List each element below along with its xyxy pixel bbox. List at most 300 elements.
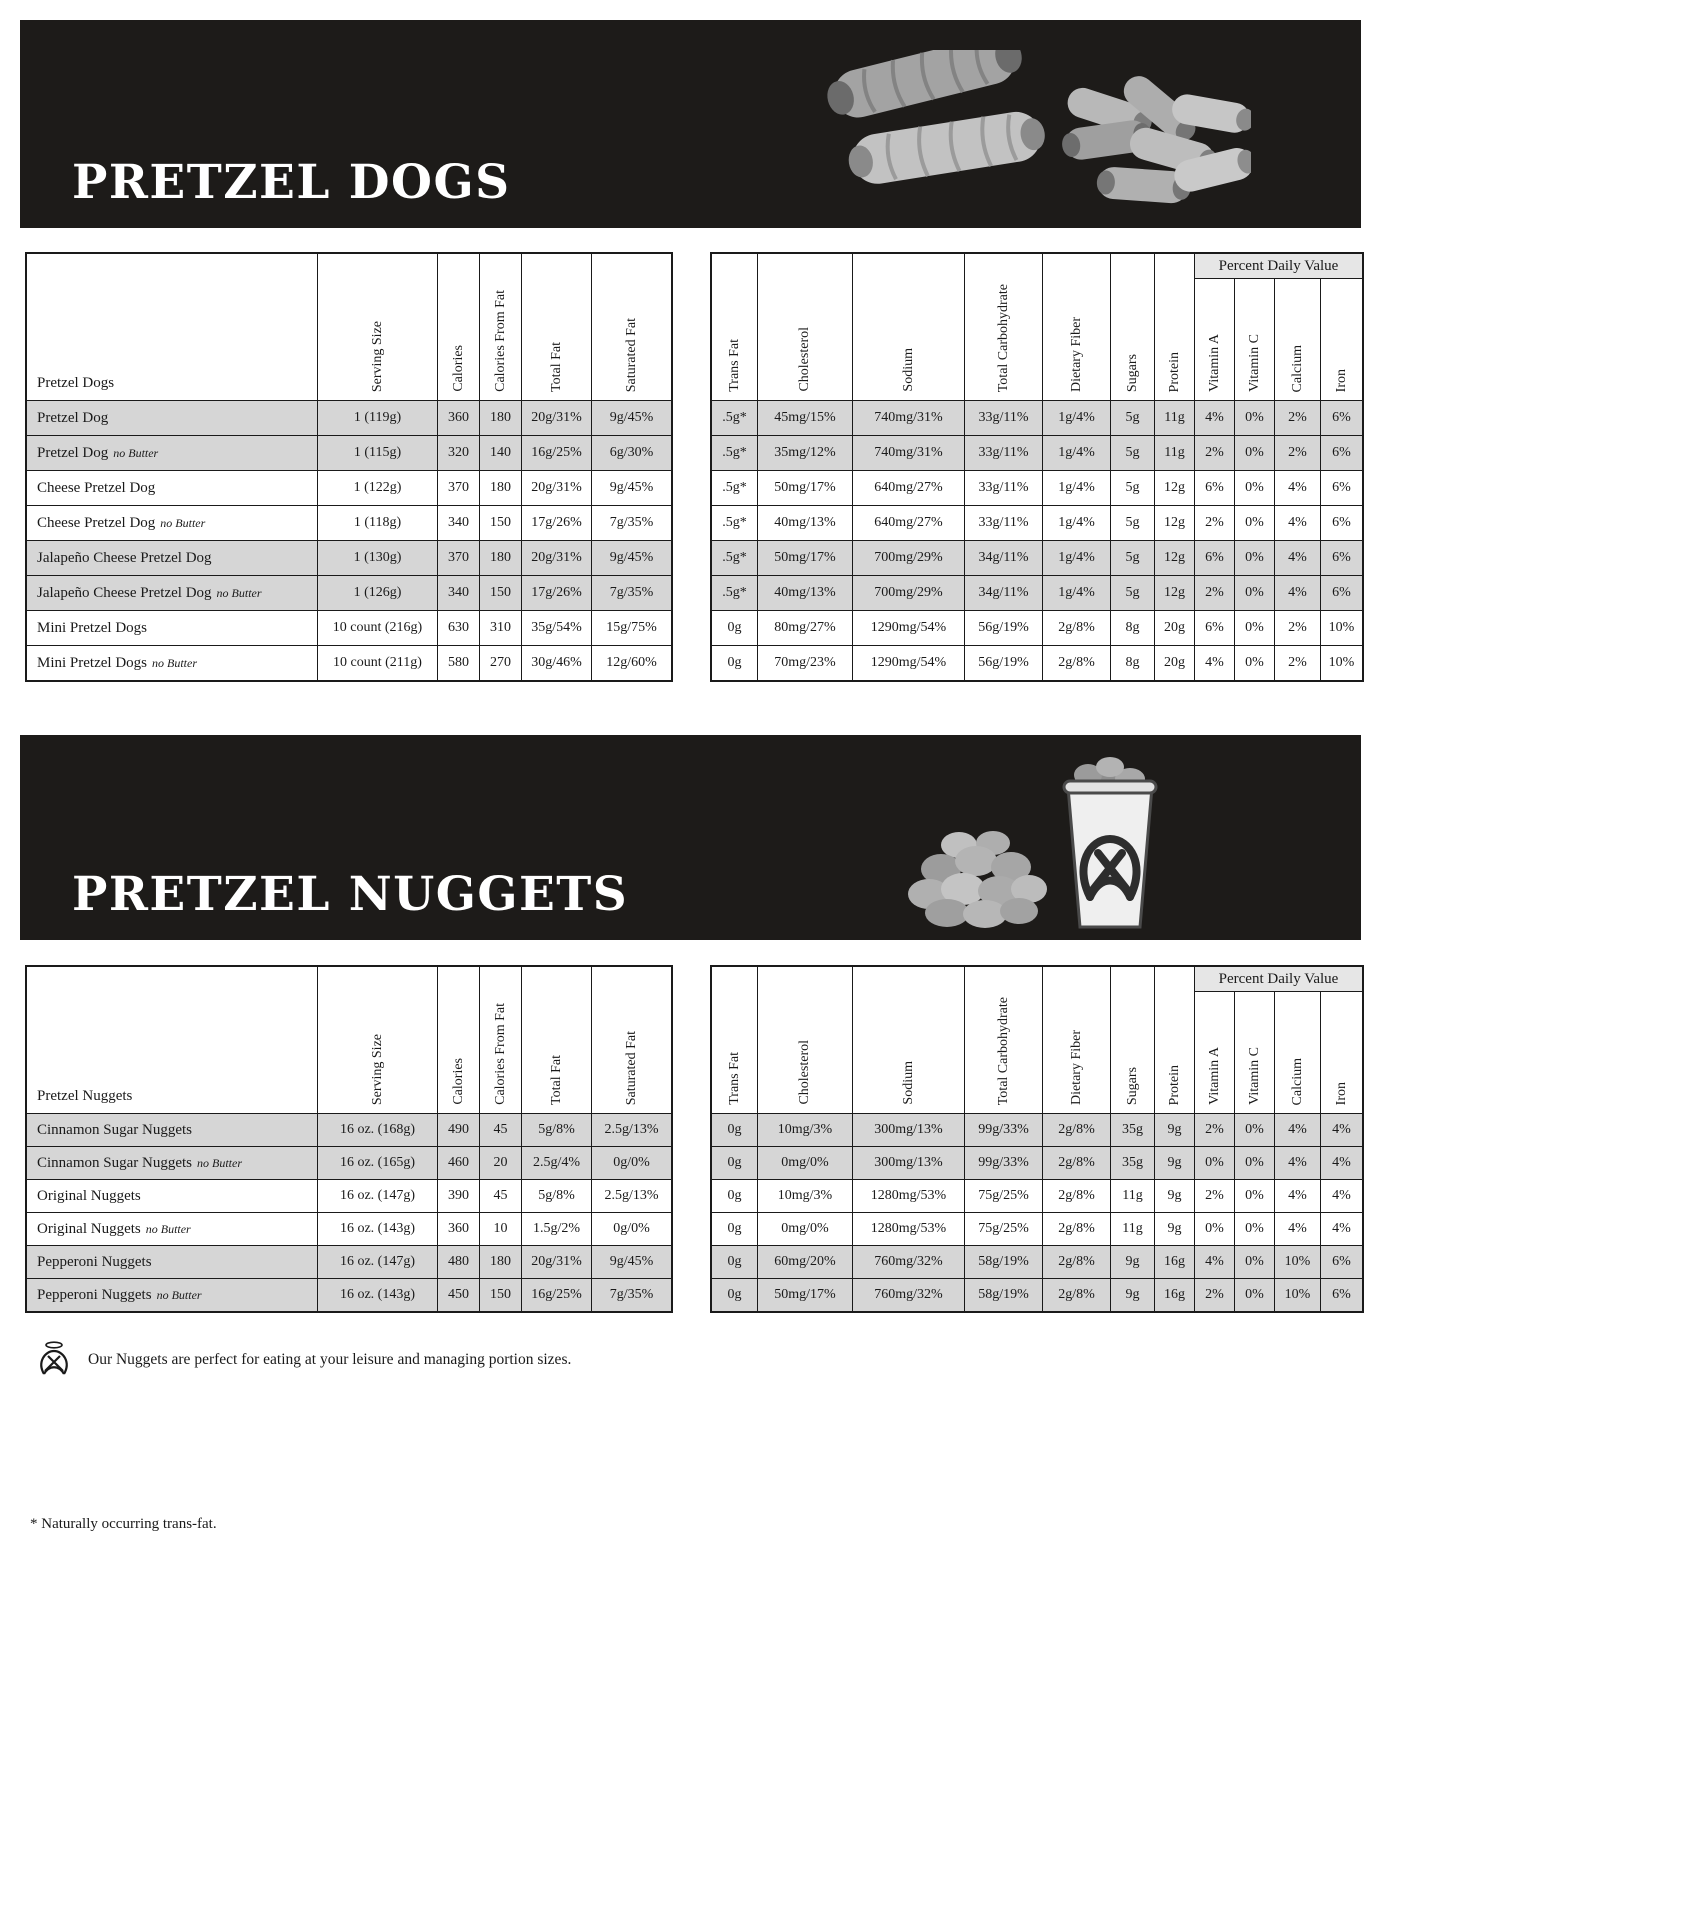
table-header <box>712 967 1362 1113</box>
column-header-calories-from-fat: Calories From Fat <box>479 967 521 1113</box>
table-cell: 0g/0% <box>591 1147 671 1179</box>
percent-daily-value-header: Percent Daily Value <box>1194 967 1362 992</box>
table-cell: 56g/19% <box>964 646 1042 680</box>
table-cell: 0% <box>1194 1213 1234 1245</box>
table-cell: 8g <box>1110 646 1154 680</box>
table-cell: 0% <box>1234 436 1274 470</box>
table-cell: 50mg/17% <box>757 541 852 575</box>
table-header <box>27 967 671 1113</box>
column-header-dietary-fiber: Dietary Fiber <box>1042 967 1110 1113</box>
column-header-protein: Protein <box>1154 254 1194 400</box>
table-cell: 2g/8% <box>1042 1114 1110 1146</box>
table-title-pretzel-nuggets: Pretzel Nuggets <box>37 1088 133 1104</box>
table-cell: 760mg/32% <box>852 1279 964 1311</box>
table-cell: 20g/31% <box>521 1246 591 1278</box>
table-cell: 2% <box>1274 646 1320 680</box>
table-cell: 340 <box>437 576 479 610</box>
table-cell: 16g/25% <box>521 1279 591 1311</box>
table-cell: .5g* <box>722 585 747 600</box>
table-row <box>27 470 671 505</box>
item-name-cell: Pretzel Dog <box>37 409 109 426</box>
table-cell: 33g/11% <box>964 506 1042 540</box>
table-cell: 35g <box>1110 1114 1154 1146</box>
percent-daily-value-group <box>1194 254 1362 400</box>
table-cell: 1g/4% <box>1042 576 1110 610</box>
column-header-saturated-fat: Saturated Fat <box>591 254 671 400</box>
table-cell: 10% <box>1274 1279 1320 1311</box>
note-text: Our Nuggets are perfect for eating at your leisure and managing portion sizes. <box>88 1351 572 1368</box>
table-cell: .5g* <box>722 445 747 460</box>
table-cell: 9g/45% <box>591 471 671 505</box>
table-cell: 0% <box>1234 1114 1274 1146</box>
section-title-pretzel-nuggets: PRETZEL NUGGETS <box>72 867 629 922</box>
table-cell: 10% <box>1274 1246 1320 1278</box>
table-cell: 1290mg/54% <box>852 646 964 680</box>
percent-daily-value-group <box>1194 967 1362 1113</box>
table-cell: 4% <box>1194 646 1234 680</box>
table-cell: 30g/46% <box>521 646 591 680</box>
table-cell: 9g/45% <box>591 1246 671 1278</box>
table-cell: 12g <box>1154 506 1194 540</box>
table-cell: 1g/4% <box>1042 541 1110 575</box>
table-cell: 700mg/29% <box>852 541 964 575</box>
table-cell: 2% <box>1194 506 1234 540</box>
table-row <box>712 400 1362 435</box>
table-cell: 11g <box>1110 1213 1154 1245</box>
column-header-calories-from-fat: Calories From Fat <box>479 254 521 400</box>
table-cell: 6% <box>1320 471 1362 505</box>
table-cell: 12g <box>1154 471 1194 505</box>
table-row <box>27 505 671 540</box>
table-cell: 0g <box>727 620 742 635</box>
table-cell: 60mg/20% <box>757 1246 852 1278</box>
table-cell: 11g <box>1110 1180 1154 1212</box>
table-cell: 75g/25% <box>964 1180 1042 1212</box>
table-cell: 9g <box>1154 1180 1194 1212</box>
table-cell: 10% <box>1320 646 1362 680</box>
table-cell: 6% <box>1194 611 1234 645</box>
table-cell: 9g <box>1154 1114 1194 1146</box>
table-cell: 70mg/23% <box>757 646 852 680</box>
table-cell: 0% <box>1194 1147 1234 1179</box>
column-header-serving-size: Serving Size <box>317 254 437 400</box>
nuggets-tables <box>25 965 1364 1313</box>
table-cell: 370 <box>437 471 479 505</box>
table-cell: 460 <box>437 1147 479 1179</box>
table-cell: 1g/4% <box>1042 436 1110 470</box>
table-cell: 0% <box>1234 401 1274 435</box>
table-row <box>712 610 1362 645</box>
table-row <box>712 1179 1362 1212</box>
dogs-nutrition-table-left <box>25 252 673 682</box>
table-cell: 0% <box>1234 506 1274 540</box>
table-cell: 20 <box>479 1147 521 1179</box>
table-cell: 2g/8% <box>1042 611 1110 645</box>
table-cell: 16 oz. (143g) <box>317 1279 437 1311</box>
table-cell: 2% <box>1194 1180 1234 1212</box>
table-cell: 150 <box>479 506 521 540</box>
table-cell: 2% <box>1194 1279 1234 1311</box>
table-cell: 480 <box>437 1246 479 1278</box>
table-cell: 34g/11% <box>964 541 1042 575</box>
table-cell: 16 oz. (147g) <box>317 1180 437 1212</box>
item-name-cell: Jalapeño Cheese Pretzel Dog no Butter <box>37 584 262 601</box>
table-cell: 58g/19% <box>964 1279 1042 1311</box>
table-cell: 360 <box>437 401 479 435</box>
table-cell: 0% <box>1234 1279 1274 1311</box>
table-cell: 2g/8% <box>1042 1246 1110 1278</box>
table-cell: 0% <box>1234 1213 1274 1245</box>
table-cell: 0g <box>727 1221 742 1236</box>
table-row <box>27 610 671 645</box>
table-cell: 35g/54% <box>521 611 591 645</box>
table-cell: 2% <box>1194 576 1234 610</box>
table-row <box>27 645 671 680</box>
table-cell: 2.5g/13% <box>591 1180 671 1212</box>
dogs-tables <box>25 252 1364 682</box>
table-cell: 2g/8% <box>1042 646 1110 680</box>
table-cell: 6% <box>1194 471 1234 505</box>
table-cell: 150 <box>479 1279 521 1311</box>
table-row <box>27 1245 671 1278</box>
table-cell: 2% <box>1274 436 1320 470</box>
table-cell: 0g <box>727 1155 742 1170</box>
table-row <box>712 1245 1362 1278</box>
column-header-trans-fat: Trans Fat <box>726 1052 742 1105</box>
table-cell: 640mg/27% <box>852 471 964 505</box>
column-header-iron: Iron <box>1320 992 1362 1113</box>
table-row <box>27 435 671 470</box>
table-row <box>712 1146 1362 1179</box>
table-cell: 0mg/0% <box>757 1147 852 1179</box>
table-cell: 180 <box>479 471 521 505</box>
column-header-serving-size: Serving Size <box>317 967 437 1113</box>
table-cell: 5g <box>1110 401 1154 435</box>
table-row <box>712 470 1362 505</box>
table-cell: 630 <box>437 611 479 645</box>
table-cell: 58g/19% <box>964 1246 1042 1278</box>
table-cell: 1 (122g) <box>317 471 437 505</box>
table-cell: 2g/8% <box>1042 1213 1110 1245</box>
table-row <box>712 1278 1362 1311</box>
column-header-cholesterol: Cholesterol <box>757 967 852 1113</box>
table-row <box>712 1212 1362 1245</box>
table-cell: .5g* <box>722 515 747 530</box>
table-cell: 1280mg/53% <box>852 1180 964 1212</box>
table-cell: 0% <box>1234 611 1274 645</box>
table-cell: 6% <box>1320 1279 1362 1311</box>
column-header-vitamin-a: Vitamin A <box>1194 992 1234 1113</box>
table-cell: 50mg/17% <box>757 471 852 505</box>
column-header-saturated-fat: Saturated Fat <box>591 967 671 1113</box>
column-header-total-fat: Total Fat <box>521 254 591 400</box>
column-header-dietary-fiber: Dietary Fiber <box>1042 254 1110 400</box>
table-cell: 10mg/3% <box>757 1180 852 1212</box>
table-row <box>712 505 1362 540</box>
table-cell: 490 <box>437 1114 479 1146</box>
table-cell: 50mg/17% <box>757 1279 852 1311</box>
table-cell: 2.5g/13% <box>591 1114 671 1146</box>
table-cell: 1290mg/54% <box>852 611 964 645</box>
table-cell: 16 oz. (165g) <box>317 1147 437 1179</box>
table-cell: 75g/25% <box>964 1213 1042 1245</box>
table-cell: 4% <box>1274 1180 1320 1212</box>
item-name-cell: Cinnamon Sugar Nuggets no Butter <box>37 1154 242 1171</box>
table-cell: 7g/35% <box>591 576 671 610</box>
table-cell: 5g <box>1110 471 1154 505</box>
item-name-cell: Original Nuggets no Butter <box>37 1220 191 1237</box>
table-cell: 2g/8% <box>1042 1147 1110 1179</box>
table-cell: 700mg/29% <box>852 576 964 610</box>
table-cell: 16 oz. (147g) <box>317 1246 437 1278</box>
column-header-total-carbohydrate: Total Carbohydrate <box>964 967 1042 1113</box>
table-cell: 0% <box>1234 1246 1274 1278</box>
table-cell: 4% <box>1320 1114 1362 1146</box>
table-row <box>27 575 671 610</box>
column-header-total-fat: Total Fat <box>521 967 591 1113</box>
item-name-cell: Pepperoni Nuggets no Butter <box>37 1286 202 1303</box>
column-header-vitamin-a: Vitamin A <box>1194 279 1234 400</box>
table-cell: 11g <box>1154 401 1194 435</box>
table-cell: 4% <box>1194 1246 1234 1278</box>
table-cell: 5g <box>1110 436 1154 470</box>
table-row <box>712 540 1362 575</box>
column-header-total-carbohydrate: Total Carbohydrate <box>964 254 1042 400</box>
item-name-cell: Cheese Pretzel Dog <box>37 479 156 496</box>
table-cell: 34g/11% <box>964 576 1042 610</box>
table-cell: 10mg/3% <box>757 1114 852 1146</box>
column-header-calories: Calories <box>437 254 479 400</box>
table-cell: 45mg/15% <box>757 401 852 435</box>
table-cell: 10 <box>479 1213 521 1245</box>
table-cell: 0mg/0% <box>757 1213 852 1245</box>
table-cell: 40mg/13% <box>757 576 852 610</box>
table-cell: 10 count (211g) <box>317 646 437 680</box>
section-title-pretzel-dogs: PRETZEL DOGS <box>72 155 511 210</box>
item-name-cell: Jalapeño Cheese Pretzel Dog <box>37 549 212 566</box>
table-cell: 0% <box>1234 646 1274 680</box>
table-row <box>27 1146 671 1179</box>
table-cell: 20g/31% <box>521 541 591 575</box>
table-cell: 1 (119g) <box>317 401 437 435</box>
table-cell: 0% <box>1234 576 1274 610</box>
item-name-cell: Pepperoni Nuggets <box>37 1253 152 1270</box>
table-cell: 16 oz. (168g) <box>317 1114 437 1146</box>
table-cell: 6% <box>1320 401 1362 435</box>
table-header <box>712 254 1362 400</box>
table-cell: 0% <box>1234 541 1274 575</box>
table-cell: 760mg/32% <box>852 1246 964 1278</box>
table-cell: 20g <box>1154 646 1194 680</box>
table-cell: 4% <box>1194 401 1234 435</box>
table-cell: 33g/11% <box>964 436 1042 470</box>
table-cell: 4% <box>1320 1180 1362 1212</box>
table-cell: 80mg/27% <box>757 611 852 645</box>
table-cell: 6% <box>1320 541 1362 575</box>
table-cell: 300mg/13% <box>852 1114 964 1146</box>
table-cell: 340 <box>437 506 479 540</box>
table-cell: 270 <box>479 646 521 680</box>
item-name-cell: Mini Pretzel Dogs no Butter <box>37 654 197 671</box>
table-cell: 9g <box>1110 1246 1154 1278</box>
table-cell: 320 <box>437 436 479 470</box>
column-header-iron: Iron <box>1320 279 1362 400</box>
table-cell: 0% <box>1234 471 1274 505</box>
table-cell: 12g <box>1154 541 1194 575</box>
pretzel-logo-icon <box>36 1340 72 1380</box>
table-cell: 7g/35% <box>591 1279 671 1311</box>
table-cell: 16g <box>1154 1279 1194 1311</box>
table-cell: 4% <box>1274 471 1320 505</box>
table-title-pretzel-dogs: Pretzel Dogs <box>37 375 115 391</box>
table-cell: 140 <box>479 436 521 470</box>
table-cell: 2% <box>1274 611 1320 645</box>
table-cell: 5g <box>1110 541 1154 575</box>
table-cell: 17g/26% <box>521 506 591 540</box>
table-cell: 17g/26% <box>521 576 591 610</box>
table-cell: 4% <box>1320 1213 1362 1245</box>
column-header-calcium: Calcium <box>1274 992 1320 1113</box>
table-cell: 45 <box>479 1114 521 1146</box>
table-row <box>712 1113 1362 1146</box>
table-cell: 0g <box>727 1254 742 1269</box>
table-cell: 740mg/31% <box>852 401 964 435</box>
table-cell: 33g/11% <box>964 471 1042 505</box>
nuggets-note <box>36 1340 571 1380</box>
table-cell: 16g <box>1154 1246 1194 1278</box>
table-cell: 11g <box>1154 436 1194 470</box>
table-row <box>27 1179 671 1212</box>
table-cell: 4% <box>1274 1114 1320 1146</box>
table-cell: 10 count (216g) <box>317 611 437 645</box>
table-row <box>27 400 671 435</box>
table-cell: .5g* <box>722 550 747 565</box>
table-cell: 640mg/27% <box>852 506 964 540</box>
table-cell: 5g/8% <box>521 1180 591 1212</box>
item-name-cell: Cinnamon Sugar Nuggets <box>37 1121 192 1138</box>
table-cell: 20g <box>1154 611 1194 645</box>
table-cell: 4% <box>1274 541 1320 575</box>
table-cell: 740mg/31% <box>852 436 964 470</box>
pretzel-nuggets-banner <box>20 735 1361 940</box>
table-cell: 12g/60% <box>591 646 671 680</box>
table-cell: 300mg/13% <box>852 1147 964 1179</box>
table-cell: 2% <box>1194 1114 1234 1146</box>
table-cell: 450 <box>437 1279 479 1311</box>
item-name-cell: Pretzel Dog no Butter <box>37 444 159 461</box>
table-cell: .5g* <box>722 480 747 495</box>
table-cell: 9g <box>1154 1147 1194 1179</box>
table-cell: 6% <box>1320 576 1362 610</box>
table-cell: 360 <box>437 1213 479 1245</box>
table-cell: 5g <box>1110 576 1154 610</box>
table-cell: 33g/11% <box>964 401 1042 435</box>
table-cell: 6% <box>1320 1246 1362 1278</box>
table-cell: 5g/8% <box>521 1114 591 1146</box>
table-cell: 45 <box>479 1180 521 1212</box>
table-cell: 1g/4% <box>1042 506 1110 540</box>
table-cell: 7g/35% <box>591 506 671 540</box>
table-cell: 2g/8% <box>1042 1180 1110 1212</box>
table-cell: 4% <box>1320 1147 1362 1179</box>
table-cell: 99g/33% <box>964 1114 1042 1146</box>
item-name-cell: Cheese Pretzel Dog no Butter <box>37 514 206 531</box>
table-cell: 180 <box>479 401 521 435</box>
table-cell: 6% <box>1320 506 1362 540</box>
table-cell: 0g <box>727 1287 742 1302</box>
pretzel-dogs-banner <box>20 20 1361 228</box>
item-name-cell: Mini Pretzel Dogs <box>37 619 147 636</box>
table-cell: 310 <box>479 611 521 645</box>
table-cell: .5g* <box>722 410 747 425</box>
table-cell: 15g/75% <box>591 611 671 645</box>
table-cell: 56g/19% <box>964 611 1042 645</box>
table-cell: 580 <box>437 646 479 680</box>
table-row <box>27 1278 671 1311</box>
table-cell: 9g/45% <box>591 401 671 435</box>
table-cell: 1 (115g) <box>317 436 437 470</box>
table-cell: 150 <box>479 576 521 610</box>
pretzel-nuggets-photo <box>901 747 1176 935</box>
table-cell: 9g/45% <box>591 541 671 575</box>
column-header-calories: Calories <box>437 967 479 1113</box>
table-cell: 180 <box>479 1246 521 1278</box>
column-header-trans-fat: Trans Fat <box>726 339 742 392</box>
table-cell: 4% <box>1274 576 1320 610</box>
table-cell: 9g <box>1110 1279 1154 1311</box>
table-row <box>712 575 1362 610</box>
table-row <box>27 1113 671 1146</box>
column-header-vitamin-c: Vitamin C <box>1234 279 1274 400</box>
table-cell: 0g <box>727 655 742 670</box>
table-cell: 99g/33% <box>964 1147 1042 1179</box>
table-cell: 16g/25% <box>521 436 591 470</box>
table-row <box>27 1212 671 1245</box>
table-cell: 1g/4% <box>1042 401 1110 435</box>
table-cell: 40mg/13% <box>757 506 852 540</box>
column-header-protein: Protein <box>1154 967 1194 1113</box>
table-cell: 180 <box>479 541 521 575</box>
table-cell: 4% <box>1274 1213 1320 1245</box>
pretzel-dogs-photo <box>811 50 1251 220</box>
table-cell: 2.5g/4% <box>521 1147 591 1179</box>
table-cell: 12g <box>1154 576 1194 610</box>
table-row <box>27 540 671 575</box>
column-header-cholesterol: Cholesterol <box>757 254 852 400</box>
table-cell: 4% <box>1274 506 1320 540</box>
table-cell: 6% <box>1320 436 1362 470</box>
table-cell: 390 <box>437 1180 479 1212</box>
table-cell: 6g/30% <box>591 436 671 470</box>
table-header <box>27 254 671 400</box>
table-cell: 5g <box>1110 506 1154 540</box>
table-cell: 1280mg/53% <box>852 1213 964 1245</box>
column-header-sugars: Sugars <box>1110 254 1154 400</box>
trans-fat-footnote: * Naturally occurring trans-fat. <box>30 1516 217 1532</box>
table-cell: 0g <box>727 1188 742 1203</box>
column-header-sugars: Sugars <box>1110 967 1154 1113</box>
table-cell: 4% <box>1274 1147 1320 1179</box>
table-cell: 10% <box>1320 611 1362 645</box>
table-cell: 1g/4% <box>1042 471 1110 505</box>
table-cell: 370 <box>437 541 479 575</box>
item-name-cell: Original Nuggets <box>37 1187 141 1204</box>
table-cell: 0% <box>1234 1147 1274 1179</box>
table-cell: 8g <box>1110 611 1154 645</box>
table-cell: 0g <box>727 1122 742 1137</box>
table-cell: 1.5g/2% <box>521 1213 591 1245</box>
table-cell: 9g <box>1154 1213 1194 1245</box>
